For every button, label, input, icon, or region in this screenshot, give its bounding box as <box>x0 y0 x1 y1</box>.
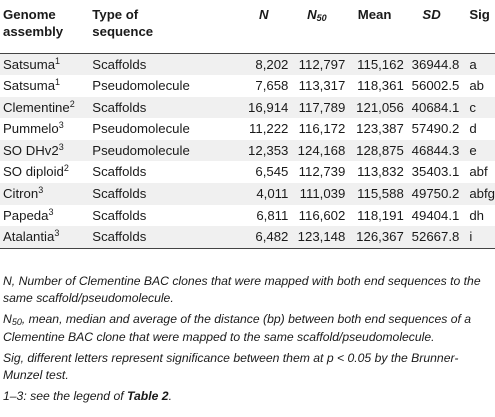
table-header <box>0 0 495 53</box>
assembly-footnote-marker: 2 <box>69 98 75 109</box>
cell-type-of-sequence: Pseudomolecule <box>92 78 190 94</box>
cell-sd: 49750.2 <box>404 183 460 205</box>
assembly-footnote-marker: 2 <box>63 163 69 174</box>
cell-mean: 118,191 <box>357 207 404 223</box>
cell-sd: 40684.1 <box>404 97 460 119</box>
header-n50 <box>288 0 345 53</box>
table-footnotes <box>3 273 492 409</box>
cell-genome-assembly <box>0 53 92 75</box>
cell-n50: 123,148 <box>288 226 345 248</box>
footnote-legend <box>3 388 492 405</box>
cell-sd: 57490.2 <box>411 121 460 137</box>
table-row <box>0 97 495 119</box>
footnote-n50-sub: 50 <box>11 317 22 328</box>
cell-genome-assembly <box>0 140 92 162</box>
cell-mean: 118,361 <box>357 78 404 94</box>
cell-genome-assembly <box>0 97 92 119</box>
header-assembly-line1: Genome <box>3 7 56 22</box>
cell-type-of-sequence: Scaffolds <box>92 97 205 119</box>
footnote-n: N, Number of Clementine BAC clones that were mapped with both end sequences to the same scaffold/pseudomolecule. <box>3 274 481 306</box>
footnote-legend-prefix: 1–3: see the legend of <box>3 389 128 404</box>
assembly-footnote-marker: 3 <box>58 120 64 131</box>
cell-type-of-sequence: Scaffolds <box>92 226 205 248</box>
cell-mean: 128,875 <box>345 140 403 162</box>
cell-n50: 111,039 <box>288 183 345 205</box>
footnote-n50-base: N <box>3 312 12 327</box>
table-row <box>0 118 495 140</box>
cell-genome-assembly <box>0 226 92 248</box>
cell-type-of-sequence: Scaffolds <box>92 183 205 205</box>
cell-sig: abf <box>469 164 488 180</box>
table-2-reference: Table 2 <box>127 389 169 404</box>
assembly-footnote-marker: 3 <box>58 141 64 152</box>
cell-sd: 36944.8 <box>404 53 460 75</box>
cell-sig: i <box>459 226 495 248</box>
table-row <box>0 75 495 97</box>
cell-genome-assembly <box>0 75 92 97</box>
cell-sd: 56002.5 <box>411 78 460 94</box>
cell-n50: 116,172 <box>298 121 346 137</box>
assembly-footnote-marker: 1 <box>55 77 61 88</box>
cell-n: 16,914 <box>205 97 288 119</box>
cell-sig: c <box>459 97 495 119</box>
cell-sig: e <box>459 140 495 162</box>
header-n50-base: N <box>307 7 317 22</box>
cell-genome-assembly <box>0 205 92 227</box>
cell-n: 6,811 <box>256 207 289 223</box>
cell-mean: 115,588 <box>345 183 403 205</box>
assembly-name: Satsuma <box>3 56 56 72</box>
header-row <box>0 0 495 53</box>
cell-n: 11,222 <box>249 121 289 137</box>
cell-type-of-sequence: Pseudomolecule <box>92 140 205 162</box>
assembly-footnote-marker: 3 <box>48 206 54 217</box>
cell-n50: 116,602 <box>298 207 346 223</box>
header-genome-assembly <box>0 0 92 53</box>
header-type-of-sequence <box>92 0 205 53</box>
cell-n50: 112,739 <box>298 164 346 180</box>
footnote-n50 <box>3 311 492 345</box>
cell-n: 7,658 <box>255 78 289 94</box>
cell-n50: 124,168 <box>288 140 345 162</box>
cell-sig: ab <box>469 78 484 94</box>
table-row <box>0 140 495 162</box>
footnote-legend-suffix: . <box>168 389 172 404</box>
cell-mean: 121,056 <box>345 97 403 119</box>
cell-mean: 123,387 <box>356 121 404 137</box>
cell-n: 6,482 <box>205 226 288 248</box>
header-mean: Mean <box>345 0 403 53</box>
cell-sig: a <box>459 53 495 75</box>
header-type-line1: Type of <box>92 7 139 22</box>
assembly-name: Satsuma <box>3 78 56 94</box>
header-n50-sub: 50 <box>316 13 327 23</box>
cell-type-of-sequence: Pseudomolecule <box>92 121 190 137</box>
assembly-footnote-marker: 3 <box>38 185 44 196</box>
assembly-name: SO DHv2 <box>3 142 59 158</box>
cell-type-of-sequence: Scaffolds <box>92 164 147 180</box>
cell-mean: 113,832 <box>357 164 404 180</box>
cell-genome-assembly <box>0 183 92 205</box>
header-type-line2: sequence <box>92 24 154 39</box>
table-row <box>0 226 495 248</box>
cell-sd: 46844.3 <box>404 140 460 162</box>
cell-type-of-sequence: Scaffolds <box>92 53 205 75</box>
cell-sd: 49404.1 <box>411 207 460 223</box>
cell-n: 12,353 <box>205 140 288 162</box>
header-assembly-line2: assembly <box>3 24 64 39</box>
table-row <box>0 205 495 227</box>
cell-n: 6,545 <box>255 164 289 180</box>
header-n: N <box>205 0 288 53</box>
assembly-name: Pummelo <box>3 121 59 137</box>
cell-mean: 115,162 <box>345 53 403 75</box>
cell-n: 8,202 <box>205 53 288 75</box>
cell-n: 4,011 <box>205 183 288 205</box>
assembly-name: Citron <box>3 186 39 202</box>
assembly-name: SO diploid <box>3 164 64 180</box>
assembly-footnote-marker: 3 <box>54 228 60 239</box>
assembly-name: Papeda <box>3 207 49 223</box>
cell-n50: 112,797 <box>288 53 345 75</box>
cell-genome-assembly <box>0 118 92 140</box>
table-row <box>0 161 495 183</box>
cell-mean: 126,367 <box>345 226 403 248</box>
footnote-sig: Sig, different letters represent significance between them at p < 0.05 by the Brunner-Munzel test. <box>3 350 459 383</box>
table-row <box>0 53 495 75</box>
table-row <box>0 183 495 205</box>
table-body <box>0 53 495 248</box>
assembly-name: Clementine <box>3 99 70 115</box>
cell-sig: abfg <box>459 183 495 205</box>
cell-n50: 113,317 <box>298 78 346 94</box>
cell-sig: d <box>469 121 477 137</box>
cell-sig: dh <box>469 207 484 223</box>
footnote-n50-text: , mean, median and average of the distance (bp) between both end sequences of a Clementine BAC clone that were mapped to the same scaffold/pseudomolecule. <box>3 312 472 344</box>
cell-genome-assembly <box>0 161 92 183</box>
cell-sd: 35403.1 <box>411 164 460 180</box>
cell-sd: 52667.8 <box>404 226 460 248</box>
header-sig: Sig <box>459 0 495 53</box>
cell-n50: 117,789 <box>288 97 345 119</box>
assembly-footnote-marker: 1 <box>55 55 61 66</box>
assembly-name: Atalantia <box>3 229 55 245</box>
header-sd: SD <box>404 0 460 53</box>
cell-type-of-sequence: Scaffolds <box>92 207 147 223</box>
